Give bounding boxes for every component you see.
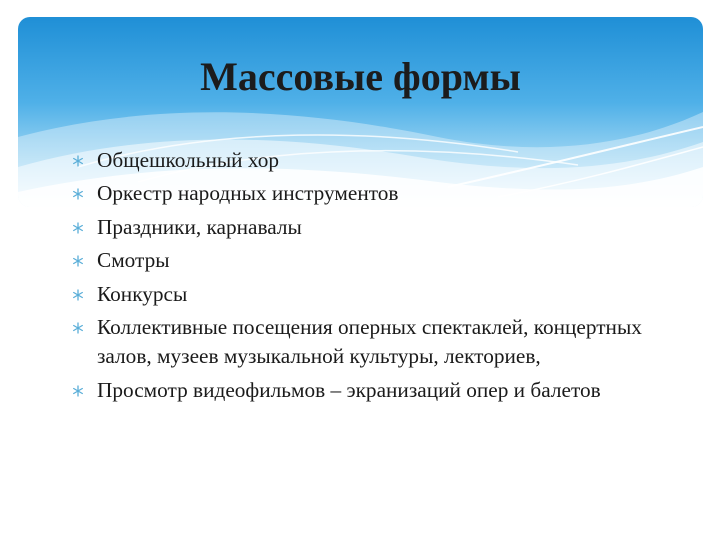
list-item-text: Смотры [97, 248, 170, 273]
asterisk-bullet-icon [72, 155, 84, 167]
list-item [70, 280, 670, 309]
list-item-text: Оркестр народных инструментов [97, 181, 399, 206]
list-item [70, 313, 670, 372]
list-item [70, 146, 670, 175]
asterisk-bullet-icon [72, 289, 84, 301]
list-item [70, 376, 670, 405]
list-item [70, 213, 670, 242]
list-item-text: Праздники, карнавалы [97, 214, 302, 239]
slide-title: Массовые формы [200, 54, 521, 99]
asterisk-bullet-icon [72, 222, 84, 234]
list-item-text: Коллективные посещения оперных спектаклей, концертных залов, музеев музыкальной культуры, лекториев, [97, 315, 642, 369]
list-item [70, 179, 670, 208]
asterisk-bullet-icon [72, 385, 84, 397]
list-item [70, 246, 670, 275]
list-item-text: Конкурсы [97, 281, 188, 306]
asterisk-bullet-icon [72, 322, 84, 334]
list-item-text: Просмотр видеофильмов – экранизаций опер и балетов [97, 377, 601, 402]
asterisk-bullet-icon [72, 255, 84, 267]
asterisk-bullet-icon [72, 188, 84, 200]
list-item-text: Общешкольный хор [97, 148, 280, 172]
bullet-list [70, 146, 670, 409]
